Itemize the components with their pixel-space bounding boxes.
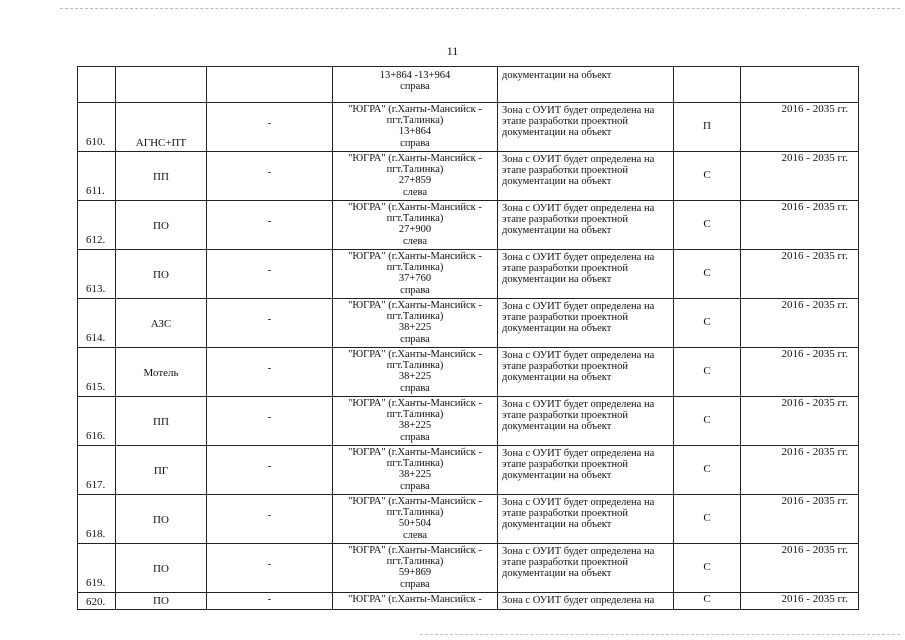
object-name: АГНС+ПТ: [135, 137, 187, 149]
zone-line: документации на объект: [502, 323, 612, 335]
zone-note: [502, 399, 671, 433]
cell-name: [116, 250, 207, 299]
zone-line: Зона с ОУИТ будет определена на: [502, 399, 655, 410]
road-location: [335, 594, 495, 605]
dash-mark: -: [267, 215, 272, 227]
cell-dash: [207, 299, 333, 348]
road-line: справа: [400, 431, 430, 443]
cell-dash: [207, 348, 333, 397]
table-row: [78, 299, 859, 348]
cell-class: [674, 544, 741, 593]
road-line: пгт.Талинка): [386, 262, 444, 274]
road-line: слева: [402, 235, 428, 247]
road-line: пгт.Талинка): [386, 360, 444, 372]
row-number: 620.: [86, 595, 106, 608]
zone-note: [502, 448, 671, 482]
dash-mark: -: [267, 313, 272, 325]
period-text: 2016 - 2035 гг.: [781, 593, 848, 605]
period-text: 2016 - 2035 гг.: [781, 299, 848, 311]
road-location: [335, 202, 495, 247]
cell-zone: [498, 348, 674, 397]
road-line: "ЮГРА" (г.Ханты-Мансийск -: [348, 349, 482, 360]
road-line: справа: [400, 480, 430, 492]
object-class: С: [703, 316, 711, 328]
cell-name: [116, 348, 207, 397]
cell-class: [674, 348, 741, 397]
row-number: 616.: [86, 429, 106, 442]
zone-line: этапе разработки проектной: [502, 508, 628, 520]
zone-line: документации на объект: [502, 372, 612, 384]
period-text: 2016 - 2035 гг.: [781, 348, 848, 360]
road-line: справа: [400, 284, 430, 296]
row-number: 613.: [86, 282, 106, 295]
cell-zone: [498, 593, 674, 610]
cell-period: [741, 250, 859, 299]
zone-note: [502, 252, 671, 286]
zone-line: этапе разработки проектной: [502, 459, 628, 471]
road-line: слева: [402, 186, 428, 198]
zone-note: [502, 203, 671, 237]
zone-note: [502, 350, 671, 384]
dash-mark: -: [267, 117, 272, 129]
zone-line: Зона с ОУИТ будет определена на: [502, 497, 655, 508]
cell-dash: [207, 103, 333, 152]
table-row: [78, 593, 859, 610]
cell-num: [78, 593, 116, 610]
zone-line: документации на объект: [502, 274, 612, 286]
table-row: [78, 544, 859, 593]
cell-road: [333, 67, 498, 103]
road-line: пгт.Талинка): [386, 556, 444, 568]
cell-dash: [207, 544, 333, 593]
cell-zone: [498, 103, 674, 152]
cell-road: [333, 495, 498, 544]
cell-zone: [498, 250, 674, 299]
zone-line: этапе разработки проектной: [502, 557, 628, 569]
cell-class: [674, 67, 741, 103]
dash-mark: -: [267, 166, 272, 178]
row-number: 610.: [86, 135, 106, 148]
zone-line: документации на объект: [502, 421, 612, 433]
object-name: ПП: [153, 171, 169, 183]
zone-line: документации на объект: [502, 70, 612, 81]
cell-zone: [498, 544, 674, 593]
cell-dash: [207, 201, 333, 250]
dash-mark: -: [267, 264, 272, 276]
cell-num: [78, 348, 116, 397]
cell-dash: [207, 250, 333, 299]
row-number: 615.: [86, 380, 106, 393]
zone-line: этапе разработки проектной: [502, 116, 628, 128]
road-location: [335, 349, 495, 394]
cell-num: [78, 495, 116, 544]
zone-line: документации на объект: [502, 519, 612, 531]
cell-class: [674, 103, 741, 152]
zone-line: этапе разработки проектной: [502, 165, 628, 177]
object-class: С: [703, 561, 711, 573]
cell-period: [741, 544, 859, 593]
cell-num: [78, 201, 116, 250]
object-class: С: [703, 414, 711, 426]
table-row: [78, 250, 859, 299]
cell-num: [78, 299, 116, 348]
cell-road: [333, 397, 498, 446]
object-name: АЗС: [150, 318, 172, 330]
zone-line: документации на объект: [502, 127, 612, 139]
cell-dash: [207, 495, 333, 544]
road-line: 27+859: [398, 175, 432, 187]
cell-zone: [498, 201, 674, 250]
cell-zone: [498, 397, 674, 446]
road-line: "ЮГРА" (г.Ханты-Мансийск -: [348, 496, 482, 507]
cell-class: [674, 446, 741, 495]
objects-table: [77, 66, 859, 610]
cell-zone: [498, 495, 674, 544]
road-line: "ЮГРА" (г.Ханты-Мансийск -: [348, 104, 482, 115]
cell-zone: [498, 446, 674, 495]
table-row: [78, 201, 859, 250]
dash-mark: -: [267, 558, 272, 570]
cell-dash: [207, 397, 333, 446]
cell-dash: [207, 593, 333, 610]
cell-num: [78, 67, 116, 103]
cell-period: [741, 152, 859, 201]
period-text: 2016 - 2035 гг.: [781, 446, 848, 458]
object-name: ПО: [153, 595, 169, 607]
cell-class: [674, 299, 741, 348]
cell-zone: [498, 67, 674, 103]
period-text: 2016 - 2035 гг.: [781, 250, 848, 262]
period-text: 2016 - 2035 гг.: [781, 397, 848, 409]
object-name: Мотель: [143, 367, 179, 379]
object-name: ПО: [153, 220, 169, 232]
cell-dash: [207, 67, 333, 103]
object-class: С: [703, 512, 711, 524]
road-location: [335, 447, 495, 492]
cell-num: [78, 544, 116, 593]
zone-line: этапе разработки проектной: [502, 361, 628, 373]
road-location: [335, 545, 495, 590]
object-name: ПП: [153, 416, 169, 428]
cell-num: [78, 250, 116, 299]
cell-class: [674, 397, 741, 446]
road-line: 38+225: [398, 420, 432, 432]
road-line: "ЮГРА" (г.Ханты-Мансийск -: [348, 545, 482, 556]
cell-num: [78, 103, 116, 152]
cell-name: [116, 544, 207, 593]
road-line: "ЮГРА" (г.Ханты-Мансийск -: [348, 447, 482, 458]
road-line: 13+864 -13+964: [379, 70, 451, 81]
cell-period: [741, 593, 859, 610]
dash-mark: -: [267, 593, 272, 605]
period-text: 2016 - 2035 гг.: [781, 495, 848, 507]
road-line: справа: [400, 137, 430, 149]
cell-road: [333, 348, 498, 397]
zone-note: [502, 105, 671, 139]
road-line: пгт.Талинка): [386, 458, 444, 470]
cell-period: [741, 67, 859, 103]
road-line: "ЮГРА" (г.Ханты-Мансийск -: [348, 594, 482, 605]
scan-edge-top: [60, 8, 900, 10]
road-location: [335, 153, 495, 198]
road-line: пгт.Талинка): [386, 115, 444, 127]
zone-note: [502, 154, 671, 188]
cell-class: [674, 593, 741, 610]
cell-name: [116, 67, 207, 103]
zone-line: Зона с ОУИТ будет определена на: [502, 595, 655, 606]
period-text: 2016 - 2035 гг.: [781, 103, 848, 115]
cell-road: [333, 152, 498, 201]
road-line: 50+504: [398, 518, 432, 530]
zone-note: [502, 546, 671, 580]
road-line: "ЮГРА" (г.Ханты-Мансийск -: [348, 300, 482, 311]
road-line: пгт.Талинка): [386, 409, 444, 421]
object-name: ПГ: [153, 465, 169, 477]
table-row: [78, 103, 859, 152]
road-line: справа: [400, 382, 430, 394]
road-line: пгт.Талинка): [386, 164, 444, 176]
table-row: [78, 152, 859, 201]
cell-name: [116, 495, 207, 544]
road-line: 37+760: [398, 273, 432, 285]
object-name: ПО: [153, 514, 169, 526]
zone-line: этапе разработки проектной: [502, 263, 628, 275]
road-line: 38+225: [398, 371, 432, 383]
cell-name: [116, 397, 207, 446]
period-text: 2016 - 2035 гг.: [781, 544, 848, 556]
road-line: справа: [400, 578, 430, 590]
cell-zone: [498, 299, 674, 348]
zone-line: Зона с ОУИТ будет определена на: [502, 301, 655, 312]
cell-dash: [207, 446, 333, 495]
zone-line: Зона с ОУИТ будет определена на: [502, 154, 655, 165]
cell-period: [741, 103, 859, 152]
zone-note: [502, 301, 671, 335]
cell-road: [333, 593, 498, 610]
road-line: "ЮГРА" (г.Ханты-Мансийск -: [348, 398, 482, 409]
cell-road: [333, 103, 498, 152]
road-location: [335, 300, 495, 345]
cell-num: [78, 397, 116, 446]
table-row: [78, 348, 859, 397]
road-line: пгт.Талинка): [386, 213, 444, 225]
cell-num: [78, 152, 116, 201]
cell-num: [78, 446, 116, 495]
road-line: 38+225: [398, 322, 432, 334]
cell-road: [333, 299, 498, 348]
cell-period: [741, 397, 859, 446]
object-class: С: [703, 218, 711, 230]
row-number: 611.: [86, 184, 105, 197]
road-location: [335, 398, 495, 443]
zone-line: Зона с ОУИТ будет определена на: [502, 350, 655, 361]
cell-name: [116, 152, 207, 201]
road-location: [335, 104, 495, 149]
cell-road: [333, 250, 498, 299]
object-name: ПО: [153, 563, 169, 575]
dash-mark: -: [267, 411, 272, 423]
row-number: 612.: [86, 233, 106, 246]
dash-mark: -: [267, 509, 272, 521]
zone-note: [502, 497, 671, 531]
object-name: ПО: [153, 269, 169, 281]
row-number: 617.: [86, 478, 106, 491]
road-line: пгт.Талинка): [386, 507, 444, 519]
zone-line: Зона с ОУИТ будет определена на: [502, 105, 655, 116]
road-line: "ЮГРА" (г.Ханты-Мансийск -: [348, 251, 482, 262]
period-text: 2016 - 2035 гг.: [781, 201, 848, 213]
road-line: 27+900: [398, 224, 432, 236]
cell-class: [674, 201, 741, 250]
cell-zone: [498, 152, 674, 201]
zone-line: Зона с ОУИТ будет определена на: [502, 203, 655, 214]
continuation-row: [78, 67, 859, 103]
dash-mark: -: [267, 362, 272, 374]
road-line: справа: [400, 333, 430, 345]
dash-mark: -: [267, 460, 272, 472]
row-number: 618.: [86, 527, 106, 540]
road-line: 59+869: [398, 567, 432, 579]
road-location: [335, 251, 495, 296]
zone-line: документации на объект: [502, 470, 612, 482]
zone-line: этапе разработки проектной: [502, 410, 628, 422]
cell-name: [116, 299, 207, 348]
zone-line: Зона с ОУИТ будет определена на: [502, 546, 655, 557]
cell-road: [333, 201, 498, 250]
cell-dash: [207, 152, 333, 201]
object-class: П: [703, 120, 711, 132]
cell-period: [741, 446, 859, 495]
cell-road: [333, 544, 498, 593]
object-class: С: [703, 169, 711, 181]
table-row: [78, 446, 859, 495]
object-class: С: [703, 267, 711, 279]
cell-class: [674, 495, 741, 544]
road-line: справа: [400, 81, 430, 93]
zone-line: Зона с ОУИТ будет определена на: [502, 252, 655, 263]
cell-name: [116, 201, 207, 250]
page-number: 11: [446, 44, 459, 58]
table-row: [78, 397, 859, 446]
zone-line: этапе разработки проектной: [502, 214, 628, 226]
road-line: слева: [402, 529, 428, 541]
cell-class: [674, 152, 741, 201]
road-line: "ЮГРА" (г.Ханты-Мансийск -: [348, 202, 482, 213]
zone-line: документации на объект: [502, 176, 612, 188]
zone-line: Зона с ОУИТ будет определена на: [502, 448, 655, 459]
zone-line: документации на объект: [502, 225, 612, 237]
cell-name: [116, 103, 207, 152]
cell-class: [674, 250, 741, 299]
road-line: 13+864: [398, 126, 432, 138]
zone-line: документации на объект: [502, 568, 612, 580]
zone-line: этапе разработки проектной: [502, 312, 628, 324]
cell-period: [741, 299, 859, 348]
row-number: 619.: [86, 576, 106, 589]
cell-name: [116, 446, 207, 495]
cell-road: [333, 446, 498, 495]
row-number: 614.: [86, 331, 106, 344]
road-line: пгт.Талинка): [386, 311, 444, 323]
table-row: [78, 495, 859, 544]
cell-period: [741, 201, 859, 250]
object-class: С: [703, 365, 711, 377]
object-class: С: [703, 593, 711, 605]
cell-period: [741, 348, 859, 397]
zone-note: [502, 595, 671, 606]
road-line: "ЮГРА" (г.Ханты-Мансийск -: [348, 153, 482, 164]
cell-period: [741, 495, 859, 544]
road-location: [335, 496, 495, 541]
object-class: С: [703, 463, 711, 475]
road-line: 38+225: [398, 469, 432, 481]
cell-name: [116, 593, 207, 610]
scan-edge-bottom: [420, 634, 900, 636]
period-text: 2016 - 2035 гг.: [781, 152, 848, 164]
